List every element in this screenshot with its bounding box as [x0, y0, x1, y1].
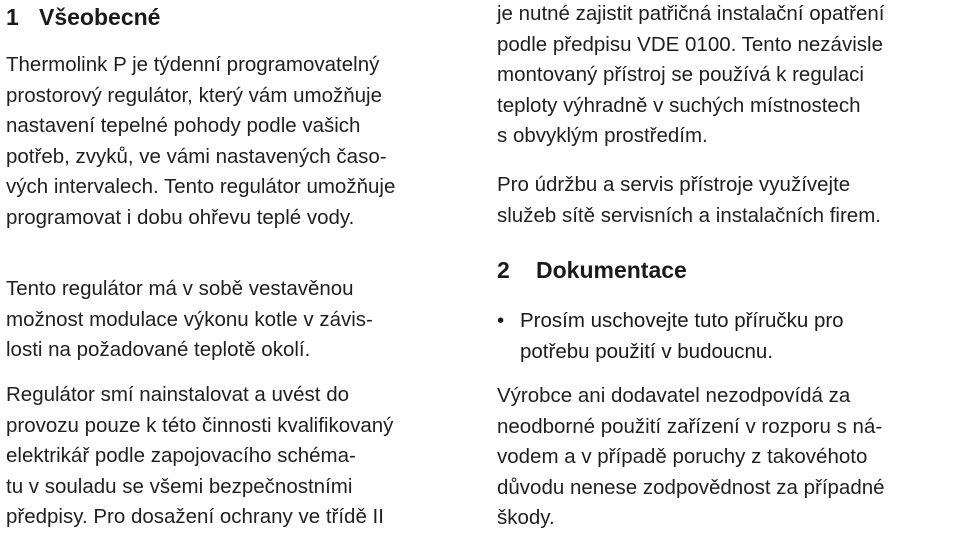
service-paragraph [497, 170, 881, 231]
text-line: vodem a v případě poruchy z takovéhoto [497, 445, 868, 469]
intro-paragraph [6, 50, 395, 234]
liability-paragraph [497, 381, 885, 534]
text-line: provozu pouze k této činnosti kvalifikovaný [6, 413, 394, 437]
text-line: s obvyklým prostředím. [497, 124, 708, 148]
modulation-paragraph [6, 274, 373, 366]
text-line: předpisy. Pro dosažení ochrany ve třídě II [6, 505, 384, 529]
text-line: potřebu použití v budoucnu. [520, 339, 774, 363]
text-line: možnost modulace výkonu kotle v závis- [6, 307, 373, 331]
text-line: škody. [497, 506, 555, 530]
text-line: prostorový regulátor, který vám umožňuje [6, 83, 382, 107]
text-line: neodborné použití zařízení v rozporu s ná- [497, 414, 883, 438]
bullet-point: • [497, 309, 505, 332]
text-line: Thermolink P je týdenní programovatelný [6, 53, 380, 76]
section-1-heading [6, 2, 160, 32]
text-line: Prosím uschovejte tuto příručku pro [520, 309, 844, 332]
text-line: losti na požadované teplotě okolí. [6, 338, 311, 362]
safety-paragraph [497, 0, 884, 152]
text-line: Pro údržbu a servis přístroje využívejte [497, 173, 851, 196]
text-line: Tento regulátor má v sobě vestavěnou [6, 277, 354, 300]
section-2-title: Dokumentace [536, 257, 687, 283]
section-2-number: 2 [497, 257, 510, 283]
text-line: služeb sítě servisních a instalačních firem. [497, 203, 881, 227]
text-line: Výrobce ani dodavatel nezodpovídá za [497, 384, 851, 407]
text-line: montovaný přístroj se používá k regulaci [497, 63, 864, 87]
text-line: potřeb, zvyků, ve vámi nastavených časo- [6, 144, 387, 168]
section-1-number: 1 [6, 4, 19, 30]
section-1-title: Všeobecné [39, 4, 161, 30]
text-line: teploty výhradně v suchých místnostech [497, 93, 861, 117]
text-line: důvodu nenese zodpovědnost za případné [497, 475, 885, 499]
text-line: Regulátor smí nainstalovat a uvést do [6, 383, 349, 406]
text-line: tu v souladu se všemi bezpečnostními [6, 474, 353, 498]
text-line: programovat i dobu ohřevu teplé vody. [6, 205, 355, 229]
text-line: je nutné zajistit patřičná instalační opatření [497, 2, 885, 25]
text-line: nastavení tepelné pohody podle vašich [6, 114, 361, 138]
text-line: vých intervalech. Tento regulátor umožňuje [6, 175, 396, 199]
section-2-heading [497, 255, 687, 285]
installation-paragraph [6, 380, 393, 533]
text-line: podle předpisu VDE 0100. Tento nezávisle [497, 32, 883, 56]
text-line: elektrikář podle zapojovacího schéma- [6, 444, 356, 468]
